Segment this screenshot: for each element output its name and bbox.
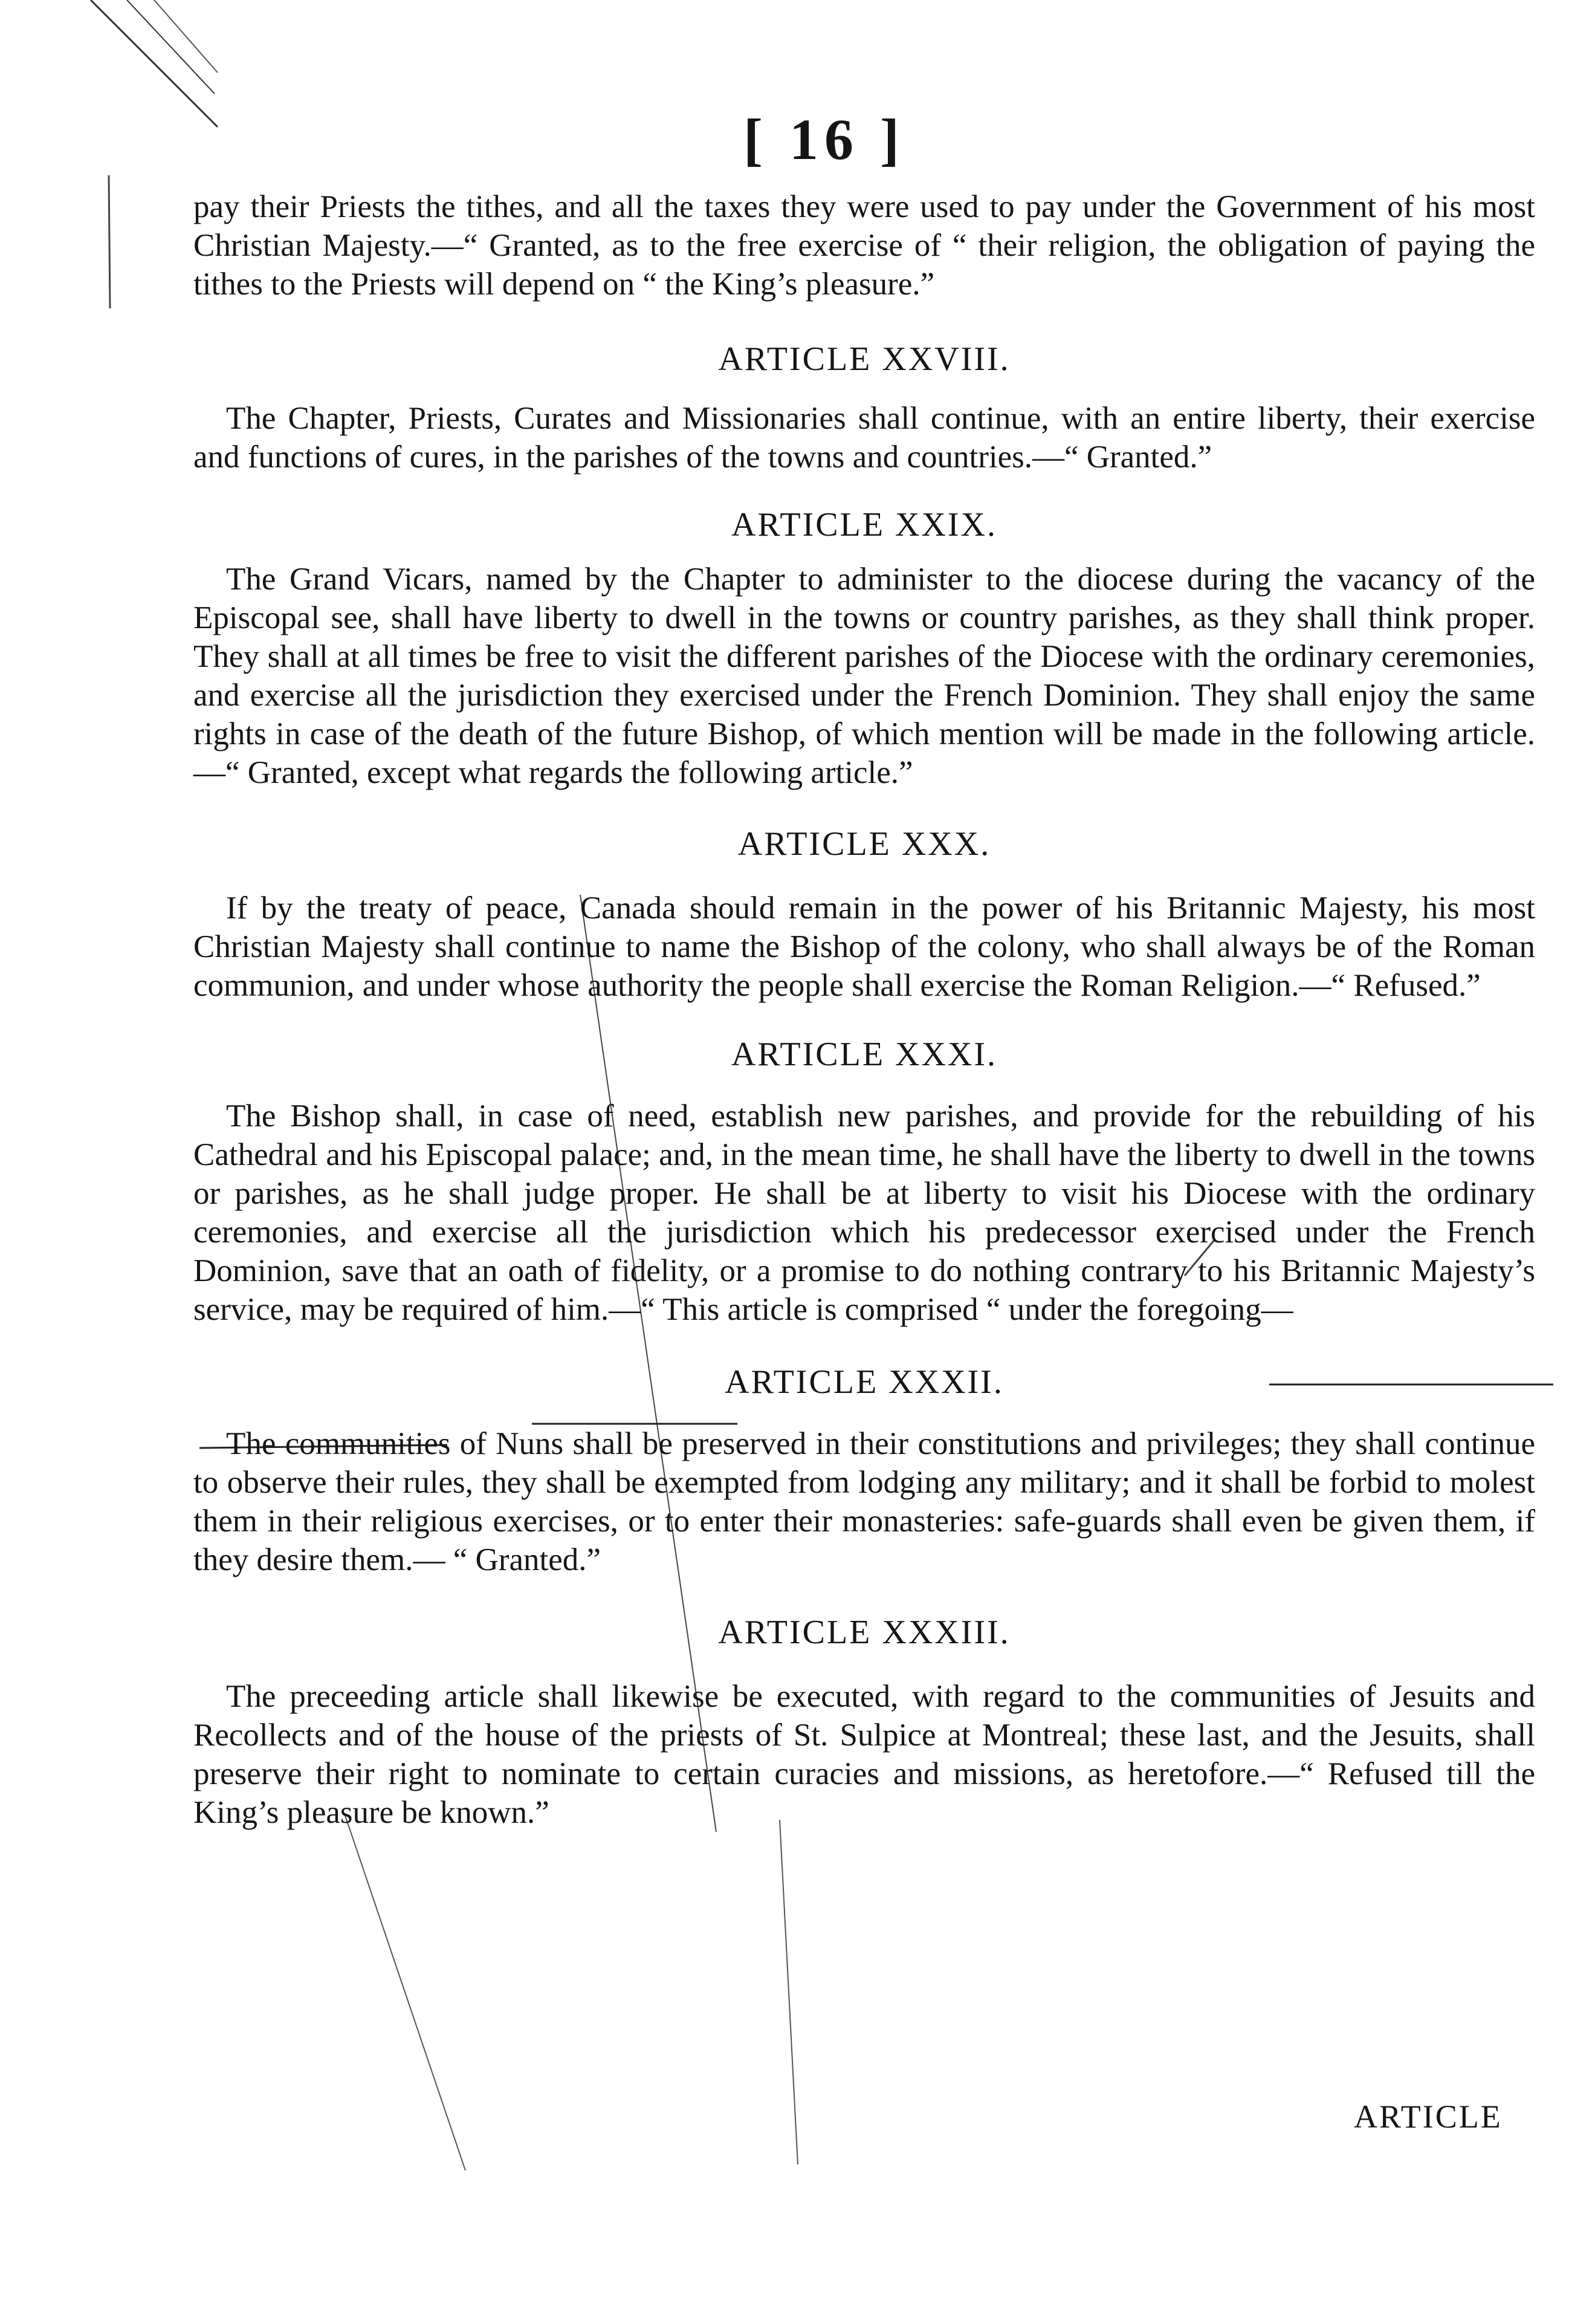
- margin-pen-stroke: [109, 175, 110, 308]
- catchword: ARTICLE: [1354, 2098, 1503, 2135]
- article-33-heading: ARTICLE XXXIII.: [718, 1614, 1011, 1651]
- stray-pen-stroke: [780, 1820, 798, 2164]
- article-29-heading: ARTICLE XXIX.: [731, 506, 998, 544]
- corner-pen-stroke: [154, 0, 218, 73]
- stray-pen-stroke: [345, 1814, 465, 2170]
- article-31-heading: ARTICLE XXXI.: [731, 1036, 998, 1073]
- article-30-heading: ARTICLE XXX.: [737, 825, 991, 863]
- article-28-heading: ARTICLE XXVIII.: [718, 340, 1011, 378]
- article-32-heading: ARTICLE XXXII.: [725, 1363, 1004, 1401]
- page-number: [ 16 ]: [743, 107, 905, 172]
- continuation-paragraph: pay their Priests the tithes, and all the taxes they were used to pay under the Government of his most Christian Majesty.—“ Granted, as to the free exercise of “ their religion, the obligation of paying the tithes to the Priests will depend on “ the King’s pleasure.”: [193, 189, 1535, 302]
- corner-pen-stroke: [91, 0, 218, 127]
- article-31-body: The Bishop shall, in case of need, establish new parishes, and provide for the rebuilding of his Cathedral and his Episcopal palace; and, in the mean time, he shall have the liberty to dwell in the towns or parishes, as he shall judge proper. He shall be at liberty to visit his Diocese with the ordinary ceremonies, and exercise all the jurisdiction which his predecessor exercised under the French Dominion, save that an oath of fidelity, or a promise to do nothing contrary to his Britannic Majesty’s service, may be required of him.—“ This article is comprised “ under the foregoing—: [193, 1099, 1535, 1327]
- article-29-body: The Grand Vicars, named by the Chapter to administer to the diocese during the vacancy of the Episcopal see, shall have liberty to dwell in the towns or country parishes, as they shall think proper. They shall at all times be free to visit the different parishes of the Diocese with the ordinary ceremonies, and exercise all the jurisdiction they exercised under the French Dominion. They shall enjoy the same rights in case of the death of the future Bishop, of which mention will be made in the following article.—“ Granted, except what regards the following article.”: [193, 562, 1535, 790]
- text-block: [193, 187, 1535, 1832]
- article-28-body: The Chapter, Priests, Curates and Missionaries shall continue, with an entire liberty, their exercise and functions of cures, in the parishes of the towns and countries.—“ Granted.”: [193, 401, 1535, 475]
- article-30-body: If by the treaty of peace, Canada should remain in the power of his Britannic Majesty, his most Christian Majesty shall continue to name the Bishop of the colony, who shall always be of the Roman communion, and under whose authority the people shall exercise the Roman Religion.—“ Refused.”: [193, 891, 1535, 1003]
- article-33-body: The preceeding article shall likewise be executed, with regard to the communities of Jesuits and Recollects and of the house of the priests of St. Sulpice at Montreal; these last, and the Jesuits, shall preserve their right to nominate to certain curacies and missions, as heretofore.—“ Refused till the King’s pleasure be known.”: [193, 1679, 1535, 1830]
- article-32-body: The communities of Nuns shall be preserved in their constitutions and privileges; they shall continue to observe their rules, they shall be exempted from lodging any military; and it shall be forbid to molest them in their religious exercises, or to enter their monasteries: safe-guards shall even be given them, if they desire them.— “ Granted.”: [193, 1426, 1535, 1577]
